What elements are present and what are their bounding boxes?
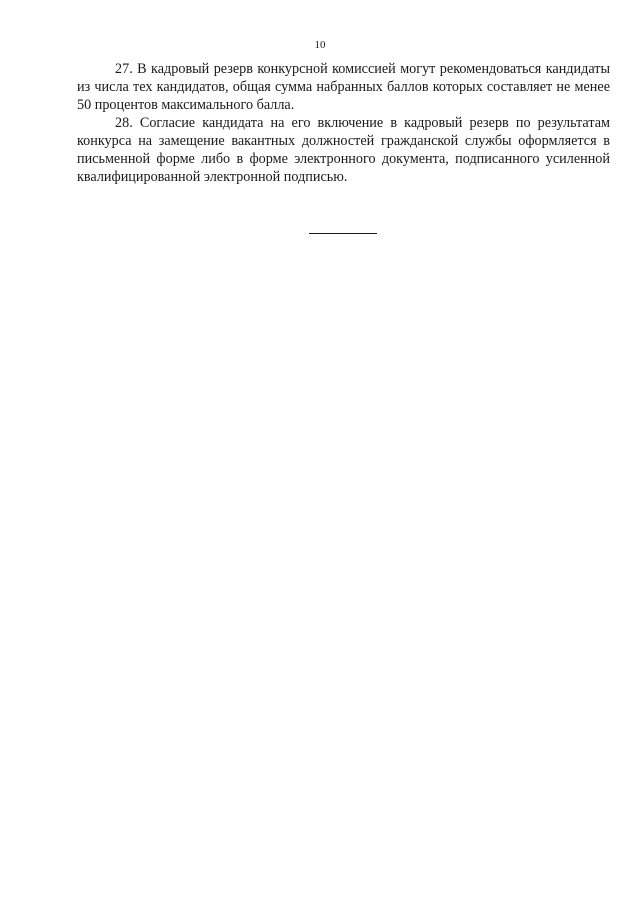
paragraph-28: 28. Согласие кандидата на его включение в кадровый резерв по результатам конкурса на замещение вакантных должностей гражданской службы оформляется в письменной форме либо в форме электронного документа, подписанного усиленной квалифицированной электронной подписью.	[77, 115, 610, 185]
end-of-document-rule	[309, 233, 377, 234]
document-body	[77, 60, 610, 186]
paragraph-27: 27. В кадровый резерв конкурсной комиссией могут рекомендоваться кандидаты из числа тех кандидатов, общая сумма набранных баллов которых составляет не менее 50 процентов максимального балла.	[77, 61, 610, 113]
page-number: 10	[314, 39, 326, 51]
